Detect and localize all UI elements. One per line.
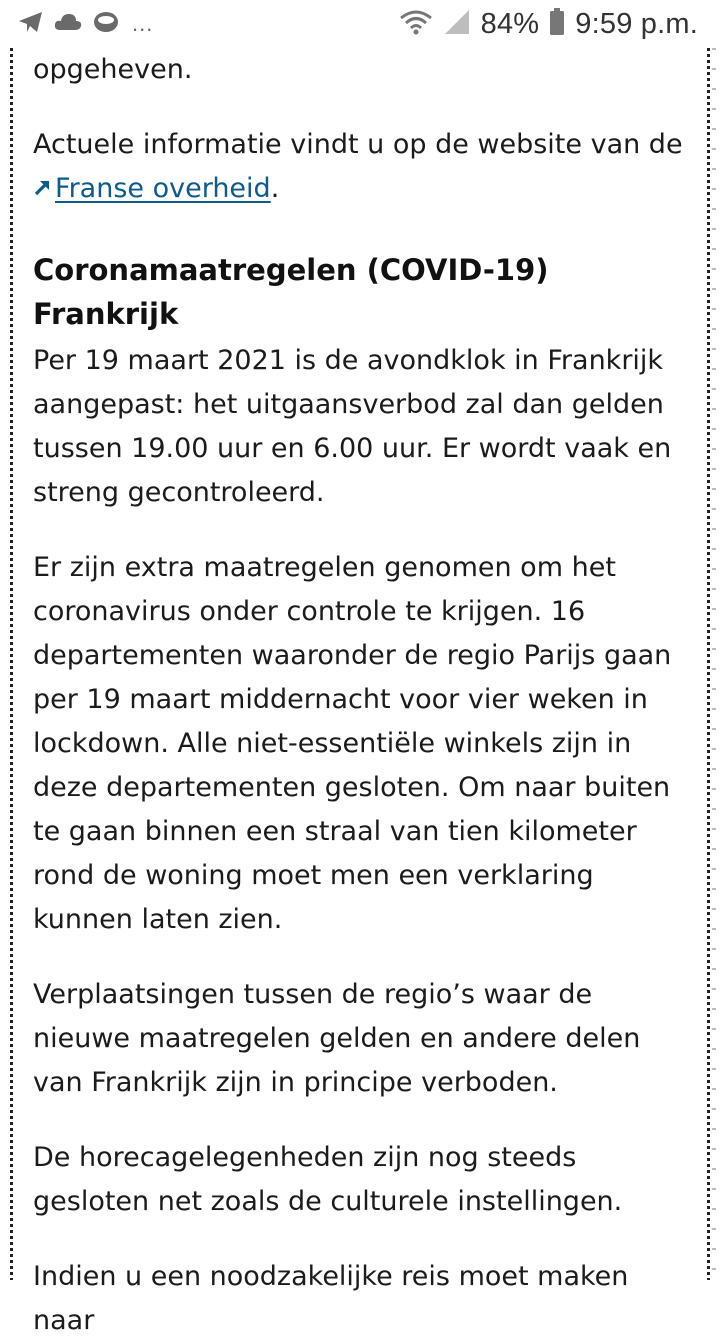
franse-overheid-link[interactable]: Franse overheid — [55, 173, 271, 204]
telegram-icon — [18, 10, 44, 39]
paragraph: Per 19 maart 2021 is de avondklok in Frankrijk aangepast: het uitgaansverbod zal dan gelden tussen 19.00 uur en 6.00 uur. Er wordt vaak en streng gecontroleerd. — [33, 345, 672, 508]
notification-icons — [0, 10, 153, 39]
paragraph: Verplaatsingen tussen de regio’s waar de nieuwe maatregelen gelden en andere delen van Frankrijk zijn in principe verboden. — [33, 979, 641, 1098]
page-edge-right — [707, 48, 710, 1280]
scrollbar[interactable] — [712, 48, 716, 1280]
paragraph: opgeheven. — [33, 54, 193, 85]
external-link-icon — [33, 167, 55, 211]
signal-icon — [443, 8, 471, 41]
page-edge-left — [10, 48, 13, 1280]
wifi-icon — [399, 8, 433, 41]
paragraph: De horecagelegenheden zijn nog steeds gesloten net zoals de culturele instellingen. — [33, 1142, 623, 1217]
article-content — [33, 48, 693, 1343]
battery-percentage: 84% — [480, 7, 540, 40]
section-heading: Coronamaatregelen (COVID-19) Frankrijk — [33, 253, 549, 331]
paragraph-text: Actuele informatie vindt u op de website van de — [33, 129, 683, 160]
paragraph: Indien u een noodzakelijke reis moet maken naar — [33, 1261, 629, 1336]
status-bar — [0, 0, 720, 48]
overflow-indicator: ... — [132, 11, 154, 36]
clock: 9:59 p.m. — [575, 7, 698, 40]
paragraph: Er zijn extra maatregelen genomen om het coronavirus onder controle te krijgen. 16 departementen waaronder de regio Parijs gaan per 19 maart middernacht voor vier weken in lockdown. Alle niet-essentiële winkels zijn in deze departementen gesloten. Om naar buiten te gaan binnen een straal van tien kilometer rond de woning moet men een verklaring kunnen laten zien. — [33, 552, 672, 935]
system-status — [399, 8, 720, 41]
app-icon — [92, 10, 120, 39]
period: . — [270, 173, 280, 204]
battery-icon — [549, 8, 565, 41]
paragraph-info — [33, 123, 693, 211]
cloud-icon — [54, 12, 82, 37]
